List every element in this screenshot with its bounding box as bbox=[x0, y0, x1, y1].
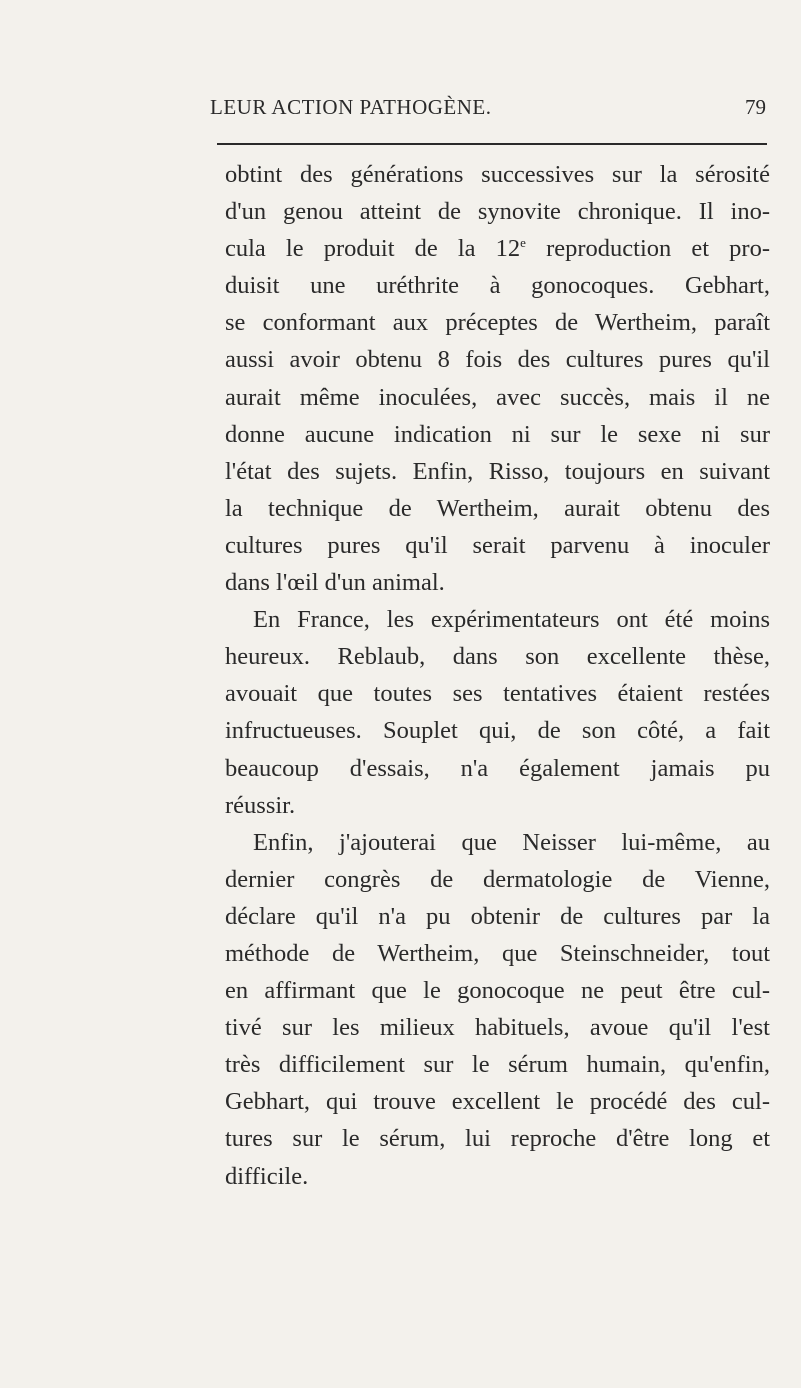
text-line: Enfin, j'ajouterai que Neisser lui-même, au bbox=[253, 828, 770, 856]
superscript: e bbox=[520, 235, 526, 251]
text-line: difficile. bbox=[225, 1162, 309, 1190]
text-fragment: reproduction et pro- bbox=[525, 235, 770, 263]
text-line: très difficilement sur le sérum humain, qu'enfin, bbox=[225, 1051, 770, 1079]
text-line: infructueuses. Souplet qui, de son côté, a fait bbox=[225, 717, 770, 745]
text-line: cultures pures qu'il serait parvenu à inoculer bbox=[225, 531, 770, 559]
text-fragment: cula le produit de la 12 bbox=[225, 235, 521, 263]
header-rule bbox=[217, 143, 767, 145]
text-line: d'un genou atteint de synovite chronique. Il ino- bbox=[225, 198, 770, 226]
text-line: heureux. Reblaub, dans son excellente thèse, bbox=[225, 643, 770, 671]
text-line: dans l'œil d'un animal. bbox=[225, 569, 445, 597]
text-line: En France, les expérimentateurs ont été moins bbox=[253, 606, 770, 634]
text-line: tivé sur les milieux habituels, avoue qu'il l'est bbox=[225, 1014, 770, 1042]
text-line: donne aucune indication ni sur le sexe ni sur bbox=[225, 420, 770, 448]
text-line: réussir. bbox=[225, 791, 296, 819]
text-line: duisit une uréthrite à gonocoques. Gebhart, bbox=[225, 272, 770, 300]
text-line: obtint des générations successives sur la sérosité bbox=[225, 161, 770, 188]
text-line: avouait que toutes ses tentatives étaient restées bbox=[225, 680, 770, 708]
text-line: aurait même inoculées, avec succès, mais il ne bbox=[225, 383, 770, 411]
text-line: méthode de Wertheim, que Steinschneider, tout bbox=[225, 939, 770, 967]
text-line: dernier congrès de dermatologie de Vienne, bbox=[225, 865, 770, 893]
running-title: LEUR ACTION PATHOGÈNE. bbox=[210, 95, 492, 119]
text-line: beaucoup d'essais, n'a également jamais pu bbox=[225, 754, 770, 782]
body-text bbox=[225, 156, 770, 1195]
text-line: déclare qu'il n'a pu obtenir de cultures par la bbox=[225, 902, 770, 930]
running-head bbox=[210, 92, 766, 122]
text-line: se conformant aux préceptes de Wertheim, paraît bbox=[225, 309, 770, 337]
text-line: en affirmant que le gonocoque ne peut être cul- bbox=[225, 977, 770, 1005]
text-line: l'état des sujets. Enfin, Risso, toujours en suivant bbox=[225, 457, 770, 485]
text-line: la technique de Wertheim, aurait obtenu des bbox=[225, 494, 770, 522]
page-number: 79 bbox=[745, 95, 766, 119]
text-line-with-superscript bbox=[225, 230, 770, 267]
text-line: Gebhart, qui trouve excellent le procédé des cul- bbox=[225, 1088, 770, 1116]
text-line: tures sur le sérum, lui reproche d'être long et bbox=[225, 1125, 770, 1153]
text-line: aussi avoir obtenu 8 fois des cultures pures qu'il bbox=[225, 346, 770, 374]
